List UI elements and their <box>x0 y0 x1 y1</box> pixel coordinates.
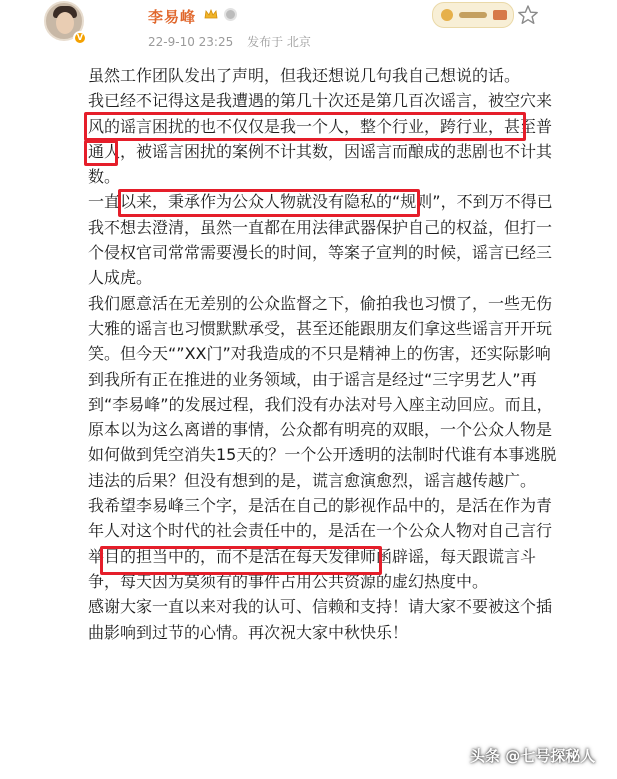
post-source: 发布于 北京 <box>247 35 311 49</box>
post-date: 22-9-10 23:25 <box>148 35 234 49</box>
username[interactable]: 李易峰 <box>148 8 197 26</box>
crown-icon <box>204 9 218 20</box>
paragraph: 虽然工作团队发出了声明，但我还想说几句我自己想说的话。 <box>88 66 521 85</box>
watermark: 头条 @七号探秘人 <box>470 747 596 765</box>
highlight-box <box>118 189 420 217</box>
paragraph: 我希望李易峰三个字，是活在自己的影视作品中的，是活在作为青年人对这个时代的社会责任中的，是活在一个公众人物对自己言行举目的担当中的，而不是活在每天发律师函辟谣，每天跟谎言斗争，每天因为莫须有的事件占用公共资源的虚幻热度中。 <box>88 496 553 591</box>
favorite-star-icon[interactable] <box>517 4 539 26</box>
paragraph: 感谢大家一直以来对我的认可、信赖和支持！请大家不要被这个插曲影响到过节的心情。再次祝大家中秋快乐！ <box>88 597 553 642</box>
decoration-badge-icon <box>432 2 514 28</box>
highlight-box <box>100 546 382 575</box>
level-badge-icon <box>224 8 237 21</box>
verified-icon: V <box>73 31 87 45</box>
avatar-face <box>56 12 74 34</box>
highlight-box <box>84 140 118 166</box>
paragraph: 一直以来，秉承作为公众人物就没有隐私的“规则”，不到万不得已我不想去澄清，虽然一直都在用法律武器保护自己的权益，但打一个侵权官司常常需要漫长的时间，等案子宣判的时候，谣言已经三人成虎。 <box>88 192 553 288</box>
highlight-box <box>84 112 526 141</box>
paragraph: 我们愿意活在无差别的公众监督之下，偷拍我也习惯了，一些无伤大雅的谣言也习惯默默承受，甚至还能跟朋友们拿这些谣言开开玩笑。但今天“”XX门”对我造成的不只是精神上的伤害，还实际影响到我所有正在推进的业务领域，由于谣言是经过“三字男艺人”再到“李易峰”的发展过程，我们没有办法对号入座主动回应。而且，原本以为这么离谱的事情，公众都有明亮的双眼，一个公众人物是如何做到凭空消失15天的？一个公开透明的法制时代谁有本事逃脱违法的后果？但没有想到的是，谎言愈演愈烈，谣言越传越广。 <box>88 293 557 490</box>
paragraph: 我已经不记得这是我遭遇的第几十次还是第几百次谣言，被空穴来风的谣言困扰的也不仅仅是我一个人，整个行业，跨行业，甚至普通人，被谣言困扰的案例不计其数，因谣言而酿成的悲剧也不计其数。 <box>88 91 553 187</box>
post-meta <box>148 33 321 50</box>
